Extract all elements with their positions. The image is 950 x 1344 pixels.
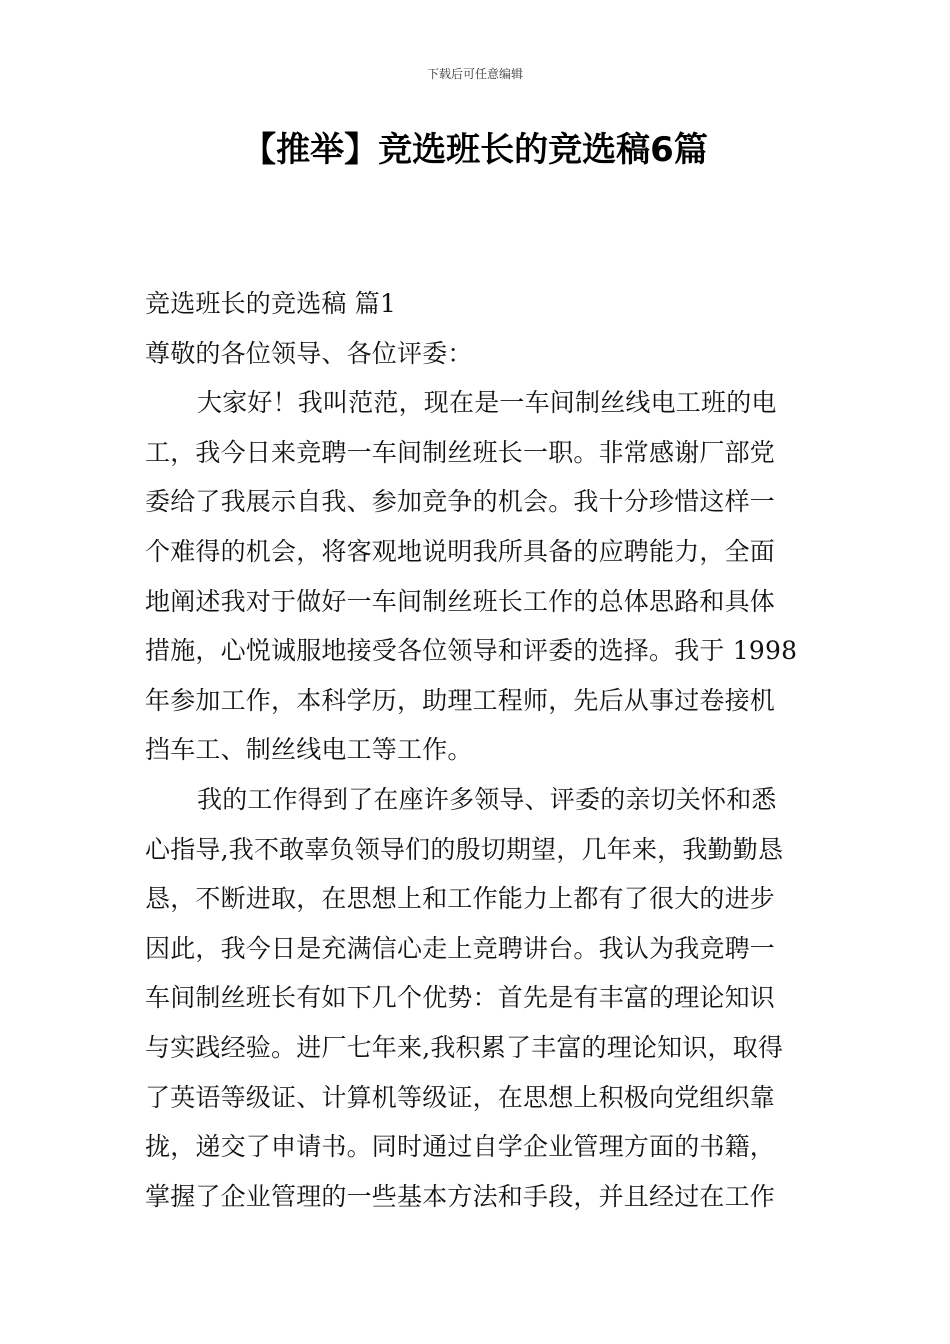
paragraph-line: 地阐述我对于做好一车间制丝班长工作的总体思路和具体 [145, 586, 776, 616]
paragraph-line: 恳，不断进取，在思想上和工作能力上都有了很大的进步 [145, 884, 776, 914]
document-body [145, 279, 807, 1221]
paragraph-line: 措施，心悦诚服地接受各位领导和评委的选择。我于 1998 [145, 636, 798, 666]
paragraph-line: 大家好！我叫范范，现在是一车间制丝线电工班的电 [197, 388, 777, 418]
paragraph-line: 个难得的机会，将客观地说明我所具备的应聘能力，全面 [145, 536, 776, 566]
paragraph-line: 年参加工作，本科学历，助理工程师，先后从事过卷接机 [145, 685, 776, 715]
paragraph-line: 委给了我展示自我、参加竞争的机会。我十分珍惜这样一 [145, 487, 776, 517]
paragraph-line: 车间制丝班长有如下几个优势：首先是有丰富的理论知识 [145, 983, 776, 1013]
paragraph-line: 挡车工、制丝线电工等工作。 [145, 735, 473, 765]
header-note: 下载后可任意编辑 [426, 67, 523, 81]
paragraph-line: 了英语等级证、计算机等级证，在思想上积极向党组织靠 [145, 1082, 776, 1112]
paragraph-line: 心指导,我不敢辜负领导们的殷切期望，几年来，我勤勤恳 [145, 834, 784, 864]
paragraph-line: 工，我今日来竞聘一车间制丝班长一职。非常感谢厂部党 [145, 437, 776, 467]
document-title: 【推举】竞选班长的竞选稿6篇 [242, 130, 708, 170]
paragraph-line: 与实践经验。进厂七年来,我积累了丰富的理论知识，取得 [145, 1032, 784, 1062]
salutation: 尊敬的各位领导、各位评委： [145, 338, 473, 368]
paragraph-line: 掌握了企业管理的一些基本方法和手段，并且经过在工作 [145, 1181, 776, 1211]
section-heading: 竞选班长的竞选稿 篇1 [145, 289, 397, 318]
paragraph-2 [145, 775, 807, 1221]
paragraph-line: 我的工作得到了在座许多领导、评委的亲切关怀和悉 [197, 784, 777, 814]
paragraph-1 [145, 378, 807, 775]
paragraph-line: 拢，递交了申请书。同时通过自学企业管理方面的书籍， [145, 1132, 776, 1162]
paragraph-line: 因此，我今日是充满信心走上竞聘讲台。我认为我竞聘一 [145, 933, 776, 963]
